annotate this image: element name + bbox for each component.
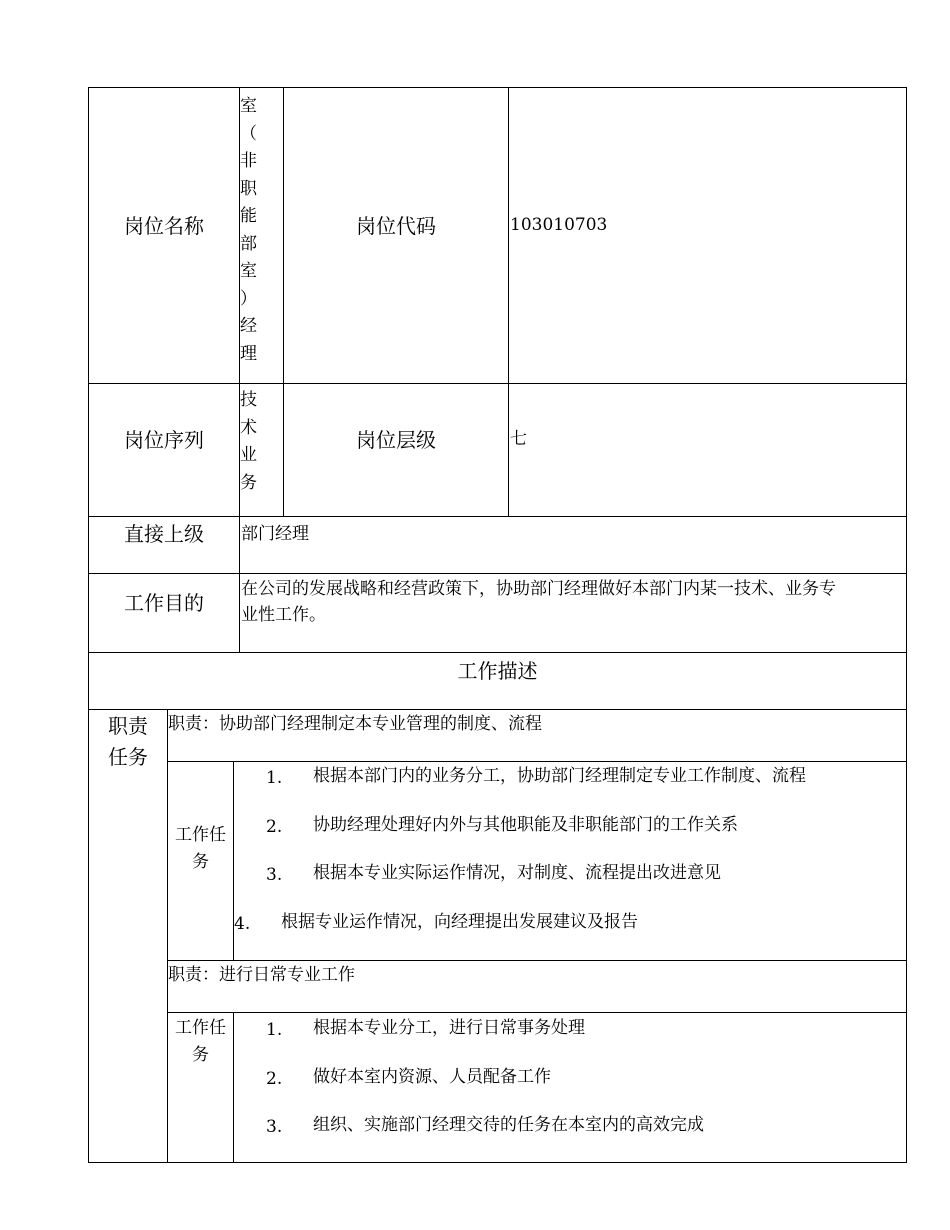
value-work-purpose-line2: 业性工作。 [241, 605, 326, 625]
row-divider [88, 652, 907, 653]
label-position-code: 岗位代码 [356, 214, 436, 238]
task-number: 2. [266, 817, 283, 837]
row-divider [88, 516, 907, 517]
section-work-description: 工作描述 [457, 659, 538, 683]
col-divider [283, 87, 284, 517]
label-position-sequence: 岗位序列 [124, 428, 204, 452]
label-work-task: 务 [192, 1045, 209, 1065]
row-divider [167, 960, 907, 961]
task-number: 3. [266, 865, 283, 885]
table-border-top [88, 87, 907, 88]
task-item: 协助经理处理好内外与其他职能及非职能部门的工作关系 [313, 815, 738, 835]
label-position-level: 岗位层级 [356, 428, 436, 452]
label-work-task: 工作任 [175, 825, 226, 845]
label-direct-superior: 直接上级 [124, 522, 204, 546]
value-position-sequence: 技 术 业 务 [240, 390, 257, 493]
value-position-code: 103010703 [510, 215, 608, 235]
table-border-left [88, 87, 89, 1163]
label-duty: 职责 [108, 714, 148, 738]
label-position-name: 岗位名称 [124, 214, 204, 238]
task-number: 2. [266, 1069, 283, 1089]
label-work-purpose: 工作目的 [124, 591, 204, 615]
task-number: 3. [266, 1117, 283, 1137]
value-direct-superior: 部门经理 [241, 524, 309, 544]
task-item: 根据本专业实际运作情况，对制度、流程提出改进意见 [313, 863, 721, 883]
duty-title: 职责：进行日常专业工作 [168, 965, 355, 985]
col-divider [167, 709, 168, 1163]
col-divider [508, 87, 509, 517]
value-position-name: 室 （ 非 职 能 部 室 ） 经 理 [240, 96, 257, 364]
duty-title: 职责：协助部门经理制定本专业管理的制度、流程 [168, 714, 542, 734]
task-item: 做好本室内资源、人员配备工作 [313, 1067, 551, 1087]
task-item: 根据本专业分工，进行日常事务处理 [313, 1018, 585, 1038]
row-divider [167, 1012, 907, 1013]
table-border-bottom [88, 1162, 907, 1163]
task-item: 根据专业运作情况，向经理提出发展建议及报告 [281, 912, 638, 932]
label-task: 任务 [108, 745, 148, 769]
row-divider [88, 573, 907, 574]
row-divider [167, 761, 907, 762]
task-number: 1. [266, 1020, 283, 1040]
label-work-task: 务 [192, 852, 209, 872]
col-divider [233, 1012, 234, 1163]
task-number: 4. [234, 914, 251, 934]
task-item: 根据本部门内的业务分工，协助部门经理制定专业工作制度、流程 [313, 766, 806, 786]
row-divider [88, 383, 907, 384]
table-border-right [906, 87, 907, 1163]
label-work-task: 工作任 [175, 1018, 226, 1038]
value-work-purpose-line1: 在公司的发展战略和经营政策下，协助部门经理做好本部门内某一技术、业务专 [241, 579, 836, 599]
row-divider [88, 709, 907, 710]
value-position-level: 七 [510, 429, 527, 449]
task-item: 组织、实施部门经理交待的任务在本室内的高效完成 [313, 1115, 704, 1135]
task-number: 1. [266, 768, 283, 788]
